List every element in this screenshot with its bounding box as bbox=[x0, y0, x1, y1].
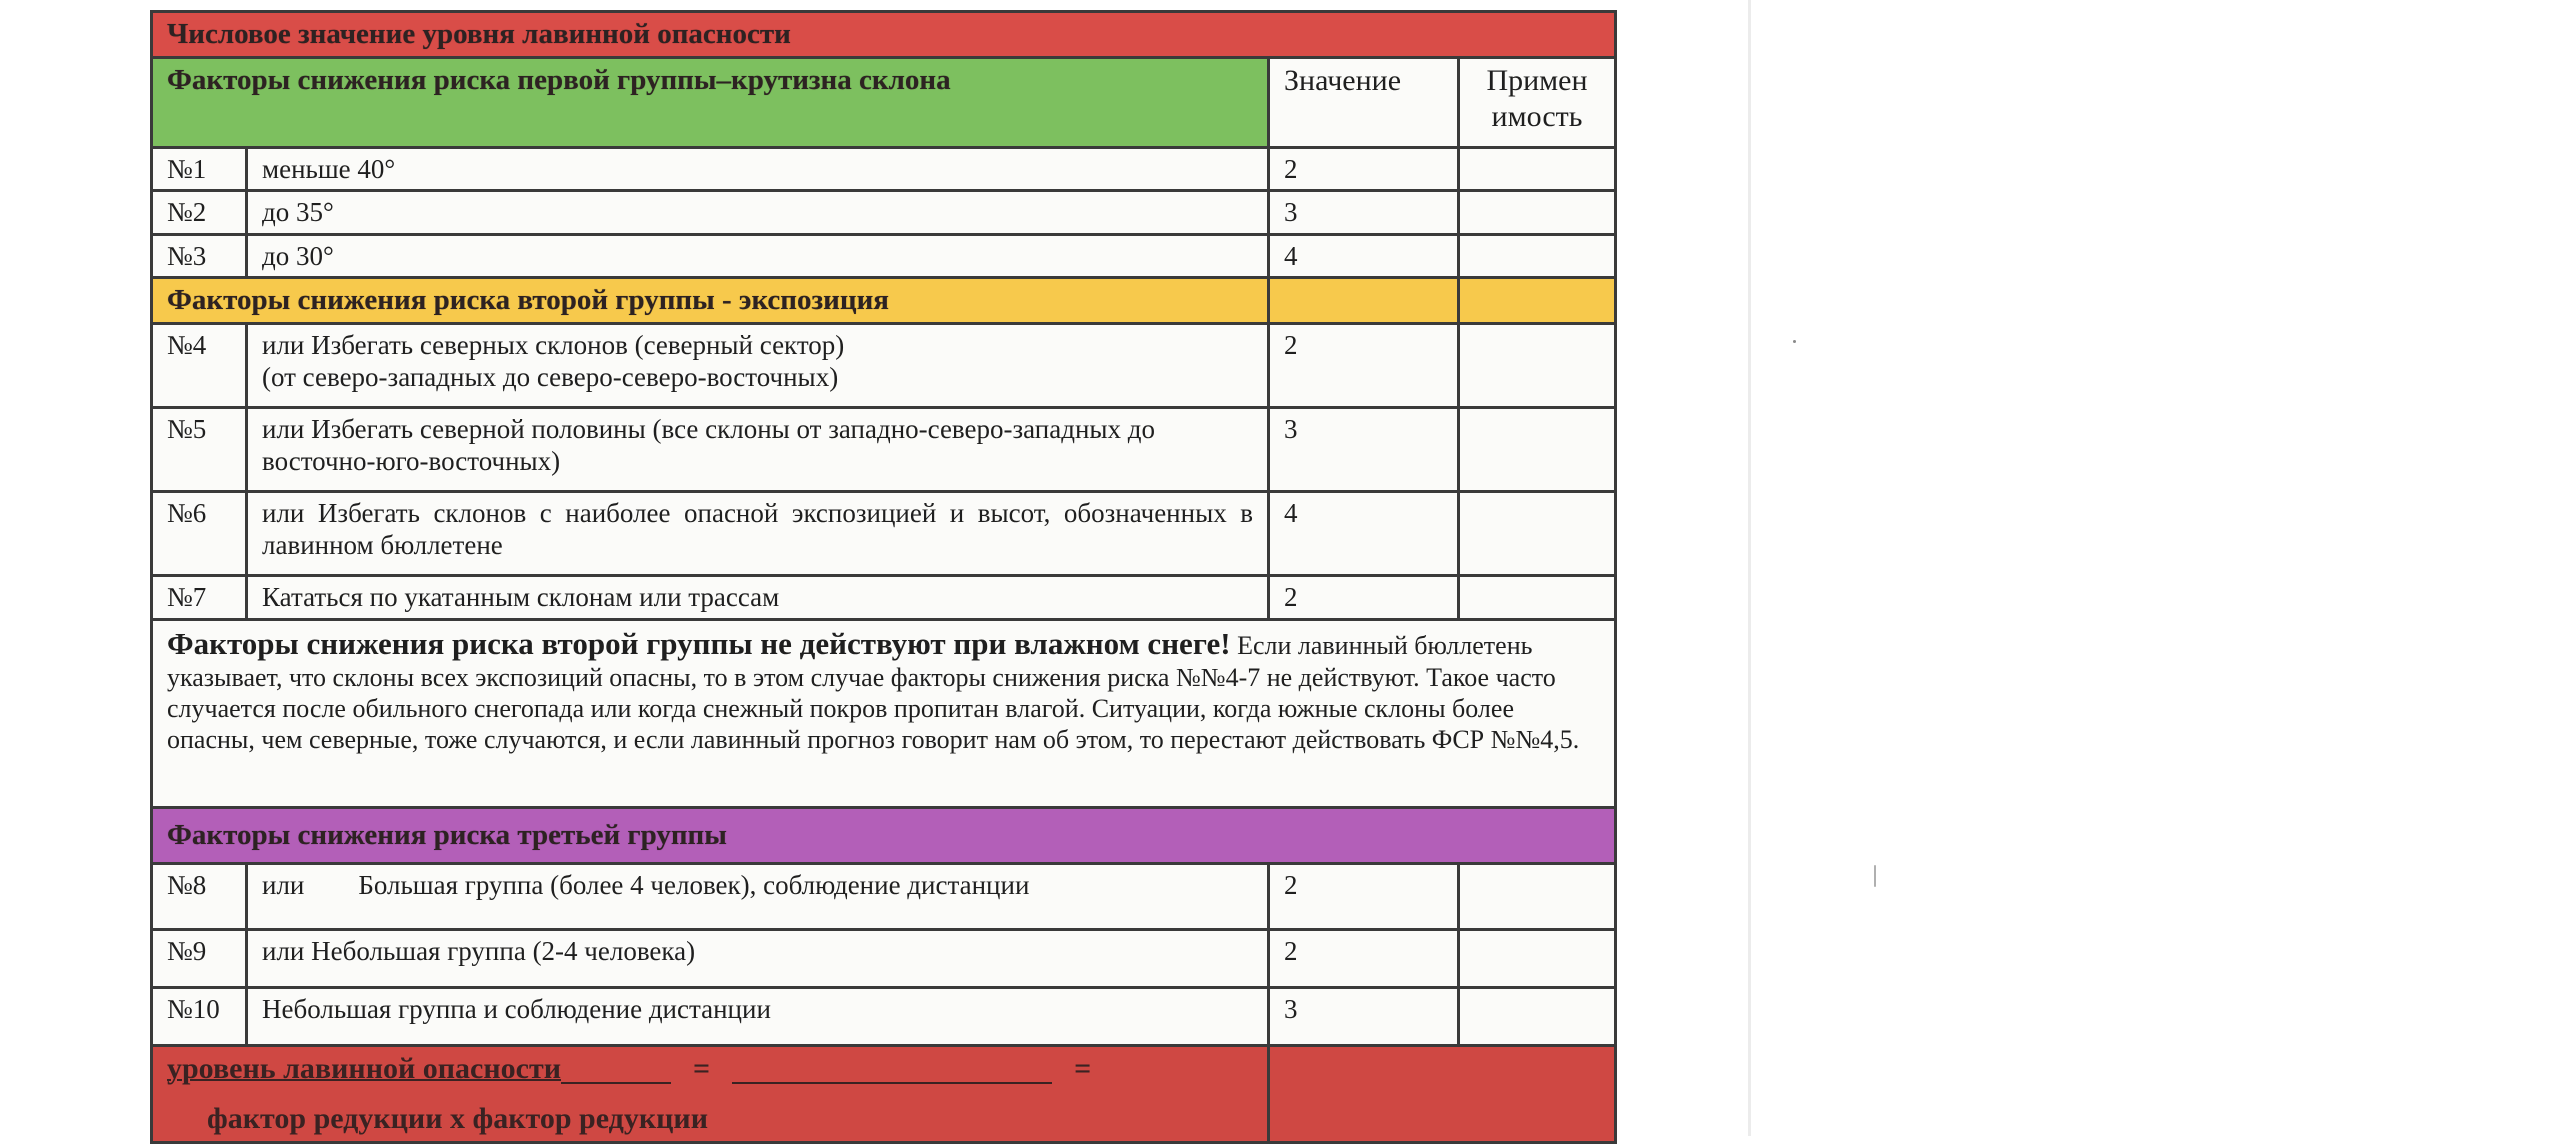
row-value: 2 bbox=[1269, 929, 1459, 987]
formula-label: уровень лавинной опасности bbox=[167, 1051, 561, 1085]
row-value: 3 bbox=[1269, 987, 1459, 1045]
value-column-header: Значение bbox=[1269, 57, 1459, 147]
applicability-header-line1: Примен bbox=[1486, 63, 1588, 97]
footer-row bbox=[152, 1045, 1616, 1142]
row-number: №5 bbox=[152, 407, 247, 491]
note-text: Если лавинный бюллетень указывает, что склоны всех экспозиций опасны, то в этом случае факторы снижения риска №№4-7 не действуют. Такое часто случается после обильного снегопада или когда снежный покров пропитан влагой. Ситуации, когда южные склоны более опасны, чем северные, тоже случаются, и если лавинный прогноз говорит нам об этом, то перестают действовать ФСР №№4,5. bbox=[167, 630, 1580, 755]
group2-header-applicability-cell bbox=[1459, 277, 1616, 323]
row-applicability bbox=[1459, 863, 1616, 929]
row-text: или Небольшая группа (2-4 человека) bbox=[247, 929, 1269, 987]
table-row bbox=[152, 323, 1616, 407]
group1-header-row bbox=[152, 57, 1616, 147]
formula-line2: фактор редукции х фактор редукции bbox=[207, 1101, 708, 1135]
group3-header-row bbox=[152, 807, 1616, 863]
row-number: №7 bbox=[152, 575, 247, 619]
row-applicability bbox=[1459, 323, 1616, 407]
row-value: 4 bbox=[1269, 234, 1459, 277]
row-applicability bbox=[1459, 491, 1616, 575]
row-applicability bbox=[1459, 191, 1616, 234]
row-applicability bbox=[1459, 407, 1616, 491]
row-applicability bbox=[1459, 147, 1616, 190]
formula-underline bbox=[561, 1082, 671, 1084]
row-applicability bbox=[1459, 575, 1616, 619]
row-value: 2 bbox=[1269, 323, 1459, 407]
group2-header-row bbox=[152, 277, 1616, 323]
wet-snow-note bbox=[152, 619, 1616, 807]
row-number: №6 bbox=[152, 491, 247, 575]
scan-speck bbox=[1874, 865, 1876, 887]
row-text: Кататься по укатанным склонам или трассам bbox=[247, 575, 1269, 619]
row-value: 2 bbox=[1269, 863, 1459, 929]
row-value: 3 bbox=[1269, 407, 1459, 491]
formula-result-cell bbox=[1269, 1045, 1616, 1142]
row-number: №8 bbox=[152, 863, 247, 929]
row-number: №9 bbox=[152, 929, 247, 987]
group2-header-value-cell bbox=[1269, 277, 1459, 323]
table-row bbox=[152, 234, 1616, 277]
row-text: или Большая группа (более 4 человек), соблюдение дистанции bbox=[247, 863, 1269, 929]
row-number: №1 bbox=[152, 147, 247, 190]
row-value: 3 bbox=[1269, 191, 1459, 234]
group2-header: Факторы снижения риска второй группы - экспозиция bbox=[152, 277, 1269, 323]
row-text: до 35° bbox=[247, 191, 1269, 234]
table-row bbox=[152, 929, 1616, 987]
row-number: №10 bbox=[152, 987, 247, 1045]
table-row bbox=[152, 491, 1616, 575]
avalanche-risk-table bbox=[150, 10, 1617, 1144]
row-value: 2 bbox=[1269, 147, 1459, 190]
row-number: №3 bbox=[152, 234, 247, 277]
row-text: меньше 40° bbox=[247, 147, 1269, 190]
note-bold-text: Факторы снижения риска второй группы не действуют при влажном снеге! bbox=[167, 625, 1231, 661]
table-row bbox=[152, 191, 1616, 234]
page-edge bbox=[1748, 0, 1751, 1136]
formula-line1 bbox=[167, 1051, 1253, 1087]
row-number: №2 bbox=[152, 191, 247, 234]
row-applicability bbox=[1459, 987, 1616, 1045]
applicability-column-header bbox=[1459, 57, 1616, 147]
formula-equals-2: = bbox=[1074, 1051, 1092, 1085]
row-text: или Избегать северной половины (все склоны от западно-северо-западных до восточно-юго-восточных) bbox=[247, 407, 1269, 491]
scan-speck bbox=[1793, 340, 1796, 343]
row-value: 2 bbox=[1269, 575, 1459, 619]
row-applicability bbox=[1459, 234, 1616, 277]
formula-equals: = bbox=[693, 1051, 711, 1085]
row-text: или Избегать склонов с наиболее опасной экспозицией и высот, обозначенных в лавинном бюллетене bbox=[247, 491, 1269, 575]
formula-cell bbox=[152, 1045, 1269, 1142]
table-row bbox=[152, 863, 1616, 929]
table-row bbox=[152, 407, 1616, 491]
group1-header: Факторы снижения риска первой группы–крутизна склона bbox=[152, 57, 1269, 147]
row-value: 4 bbox=[1269, 491, 1459, 575]
row-text bbox=[247, 323, 1269, 407]
row-text: до 30° bbox=[247, 234, 1269, 277]
group3-header: Факторы снижения риска третьей группы bbox=[152, 807, 1616, 863]
table-row bbox=[152, 147, 1616, 190]
row-number: №4 bbox=[152, 323, 247, 407]
title-row bbox=[152, 12, 1616, 58]
note-row bbox=[152, 619, 1616, 807]
applicability-header-line2: имость bbox=[1491, 99, 1583, 133]
formula-blank bbox=[732, 1082, 1052, 1084]
table-row bbox=[152, 575, 1616, 619]
table-row bbox=[152, 987, 1616, 1045]
page-title: Числовое значение уровня лавинной опасности bbox=[152, 12, 1616, 58]
row-text-line2: (от северо-западных до северо-северо-восточных) bbox=[262, 362, 839, 393]
row-text: Небольшая группа и соблюдение дистанции bbox=[247, 987, 1269, 1045]
row-applicability bbox=[1459, 929, 1616, 987]
row-text-line1: или Избегать северных склонов (северный сектор) bbox=[262, 329, 845, 360]
